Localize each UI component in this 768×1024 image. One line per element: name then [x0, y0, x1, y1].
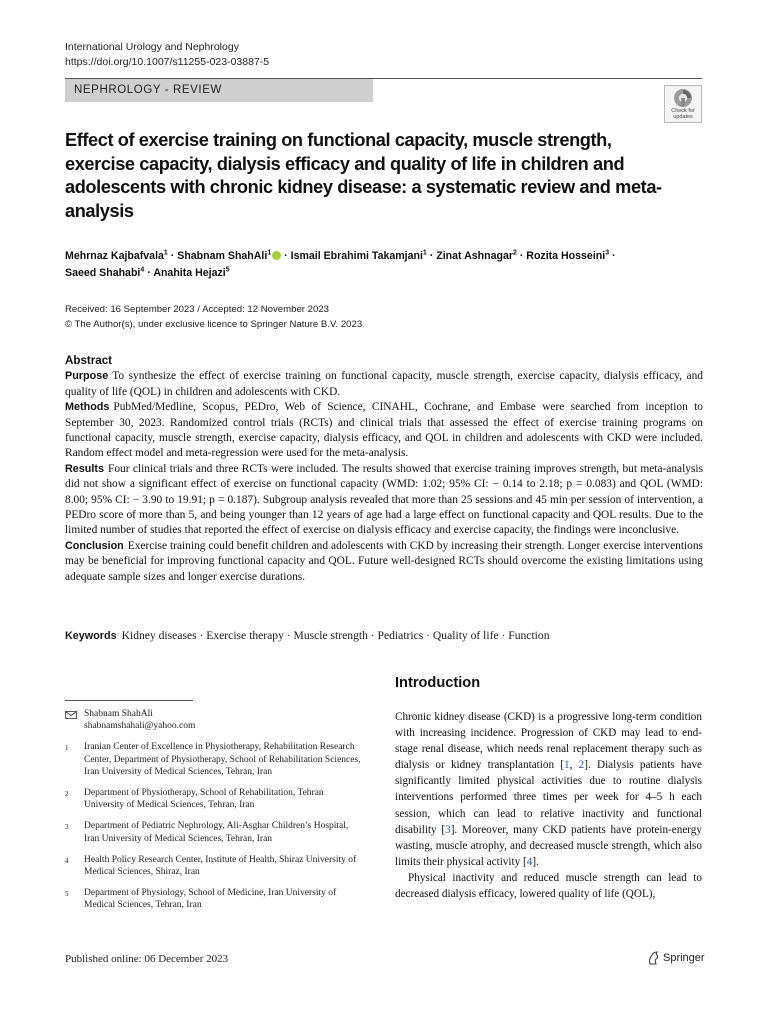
author-list: Mehrnaz Kajbafvala$^1$ · Shabnam ShahAli$^1$ · Ismail Ebrahimi Takamjani$^1$ · Zinat Ashnagar$^2$ · Rozita Hosseini$^3$ · Saeed Shahabi$^4$ · Anahita Hejazi$^5$	[65, 249, 616, 279]
introduction-body	[395, 709, 702, 902]
affiliation-item	[65, 820, 365, 844]
affiliation-number: 5	[65, 890, 69, 899]
author-affiliation-mark: 1	[267, 249, 272, 257]
affiliation-number: 4	[65, 856, 69, 865]
abstract-methods-text: PubMed/Medline, Scopus, PEDro, Web of Science, CINAHL, Cochrane, and Embase were searched from inception to September 30, 2023. Randomized control trials (RCTs) and clinical trials that assessed the effect of exercise training programs on functional capacity, muscle strength, exercise capacity, dialysis efficacy, and QOL in children and adolescents with CKD were included. Random effect model and meta-regression were used for the meta-analysis.	[65, 401, 703, 460]
citation-link[interactable]: 4	[526, 855, 533, 868]
article-title: Effect of exercise training on functional capacity, muscle strength, exercise capacity, dialysis efficacy and quality of life in children and adolescents with chronic kidney disease: a systematic review and meta-analysis	[65, 130, 662, 221]
citation-link[interactable]: 3	[445, 823, 451, 836]
introduction-paragraph: Physical inactivity and reduced muscle strength can lead to decreased dialysis efficacy, lowered quality of life (QOL),	[395, 871, 702, 901]
check-for-updates-text: Check for updates	[671, 108, 695, 120]
author-name[interactable]: Shabnam ShahAli	[177, 250, 268, 262]
affiliation-text: Department of Pediatric Nephrology, Ali-Asghar Children’s Hospital, Iran University of Medical Sciences, Tehran, Iran	[84, 821, 349, 844]
affiliation-item	[65, 854, 365, 878]
check-for-updates-badge[interactable]	[664, 85, 702, 123]
abstract-methods-label: Methods	[65, 401, 110, 414]
abstract-results	[65, 462, 703, 539]
keywords-label: Keywords	[65, 630, 117, 642]
abstract-conclusion-text: Exercise training could benefit children and adolescents with CKD by increasing their strength. Longer exercise interventions may be beneficial for improving functional capacity and QOL. Future well-designed RCTs should overcome the existing limitations using adequate sample sizes and longer exercise durations.	[65, 539, 703, 583]
copyright-line: © The Author(s), under exclusive licence to Springer Nature B.V. 2023	[65, 318, 363, 330]
abstract-purpose	[65, 369, 703, 400]
author-name[interactable]: Saeed Shahabi	[65, 267, 141, 279]
publisher-logo	[647, 951, 705, 965]
article-type-label: NEPHROLOGY - REVIEW	[65, 79, 373, 102]
keywords	[65, 628, 705, 644]
crossmark-icon	[673, 88, 693, 108]
orcid-icon[interactable]	[272, 251, 281, 260]
citation-link[interactable]: 1	[564, 759, 570, 772]
affiliation-text: Department of Physiotherapy, School of Rehabilitation, Tehran University of Medical Sciences, Tehran, Iran	[84, 788, 324, 811]
publisher-name: Springer	[663, 952, 705, 964]
author-name[interactable]: Ismail Ebrahimi Takamjani	[290, 250, 423, 262]
correspondent-name: Shabnam ShahAli	[84, 709, 153, 719]
citation-link[interactable]: 2	[578, 759, 585, 772]
abstract-results-text: Four clinical trials and three RCTs were included. The results showed that exercise training improves strength, but meta-analysis did not show a significant effect of exercise on functional capacity (WMD: 1.02; 95% CI: − 0.14 to 2.18; p = 0.083) and QOL (WMD: 8.00; 95% CI: − 3.90 to 19.91; p = 0.187). Subgroup analysis revealed that more than 25 sessions and 45 min per session of intervention, a PEDro score of more than 5, and being younger than 12 years of age had a large effect on functional capacity and QOL results. Due to the limited number of studies that reported the effect of exercise on dialysis efficacy and exercise capacity, the findings were inconclusive.	[65, 462, 703, 537]
correspondence-footnote	[65, 708, 365, 732]
affiliation-text: Department of Physiology, School of Medicine, Iran University of Medical Sciences, Tehran, Iran	[84, 888, 337, 911]
affiliation-item	[65, 887, 365, 911]
abstract-purpose-label: Purpose	[65, 370, 109, 383]
introduction-heading: Introduction	[395, 675, 481, 691]
abstract-purpose-text: To synthesize the effect of exercise training on functional capacity, muscle strength, exercise capacity, dialysis efficacy, and quality of life (QOL) in children and adolescents with CKD.	[65, 370, 703, 398]
affiliation-item	[65, 787, 365, 811]
affiliation-number: 1	[65, 744, 69, 753]
doi-link[interactable]: https://doi.org/10.1007/s11255-023-03887-5	[65, 56, 270, 68]
affiliation-number: 2	[65, 790, 69, 799]
abstract-methods	[65, 400, 703, 462]
author-affiliation-mark: 1	[422, 249, 427, 257]
author-name[interactable]: Zinat Ashnagar	[436, 250, 513, 262]
author-affiliation-mark: 3	[605, 249, 610, 257]
abstract-results-label: Results	[65, 462, 105, 475]
abstract-conclusion	[65, 539, 703, 585]
article-dates	[65, 303, 362, 332]
keywords-list: Kidney diseases · Exercise therapy · Muscle strength · Pediatrics · Quality of life · Function	[121, 629, 550, 642]
abstract-conclusion-label: Conclusion	[65, 539, 124, 552]
author-affiliation-mark: 1	[163, 249, 168, 257]
abstract-heading: Abstract	[65, 354, 113, 367]
affiliation-item	[65, 741, 365, 778]
author-affiliation-mark: 5	[225, 266, 230, 274]
author-name[interactable]: Anahita Hejazi	[153, 267, 226, 279]
affiliation-footnotes	[65, 708, 365, 921]
affiliation-text: Health Policy Research Center, Institute of Health, Shiraz University of Medical Sciences, Shiraz, Iran	[84, 854, 357, 878]
published-date: Published online: 06 December 2023	[65, 953, 229, 965]
envelope-icon	[65, 711, 77, 719]
affiliation-text: Iranian Center of Excellence in Physiotherapy, Rehabilitation Research Center, Department of Physiotherapy, School of Rehabilitation Sciences, Iran University of Medical Sciences, Tehran, Iran	[84, 742, 361, 777]
affiliation-number: 3	[65, 823, 69, 832]
author-affiliation-mark: 2	[512, 249, 517, 257]
springer-horse-icon	[647, 951, 660, 965]
correspondent-email[interactable]: shabnamshahali@yahoo.com	[84, 721, 196, 732]
received-accepted-dates: Received: 16 September 2023 / Accepted: 12 November 2023	[65, 304, 329, 315]
footnote-rule	[65, 700, 193, 701]
journal-header	[65, 40, 269, 70]
journal-name: International Urology and Nephrology	[65, 41, 239, 53]
author-name[interactable]: Rozita Hosseini	[526, 250, 606, 262]
author-affiliation-mark: 4	[140, 266, 145, 274]
abstract	[65, 353, 703, 585]
author-name[interactable]: Mehrnaz Kajbafvala	[65, 250, 164, 262]
introduction-paragraph: Chronic kidney disease (CKD) is a progressive long-term condition with increasing incidence. Progression of CKD may lead to end-stage renal disease, which needs renal replacement therapy such as dialysis or kidney transplantation [1, 2]. Dialysis patients have significantly limited physical activities due to routine dialysis interventions performed three times per week for 4–5 h each session, which can lead to relative inactivity and functional disability [3]. Moreover, many CKD patients have protein-energy wasting, muscle atrophy, and decreased muscle strength, which also limits their physical activity [4].	[395, 711, 703, 868]
